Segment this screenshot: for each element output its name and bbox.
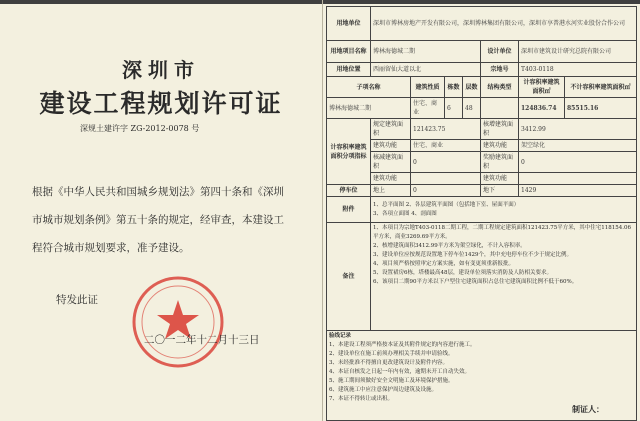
metric-key: 核减建筑面积	[371, 152, 411, 173]
remark-item: 3、建设单位应按规范设置地下停车位1429个，其中充电停车位不少于规定比例。	[373, 252, 572, 258]
col-header-floors: 层数	[463, 77, 481, 98]
condition-item: 4、本证自核发之日起一年内有效，逾期未开工自动失效。	[329, 369, 471, 375]
remark-item: 1、本项目为宗地T403-0118二期工程，二期工程规定建筑面积121423.75平方米，其中住宅118154.06平方米，商业3269.69平方米。	[373, 225, 632, 240]
permit-title: 建设工程规划许可证	[39, 89, 283, 118]
col-header-name: 子项名称	[327, 77, 411, 98]
row-name: 博林海德城二期	[327, 98, 411, 119]
row-floors: 48	[463, 98, 481, 119]
col-header-buildings: 栋数	[445, 77, 463, 98]
col-header-nature: 建筑性质	[411, 77, 445, 98]
attachment-item: 2、各层建筑平面图（包括地下室、屋面平面）	[405, 201, 520, 208]
metric-value: 架空绿化	[519, 140, 637, 152]
metrics-group-label: 计容积率建筑面积分项指标	[327, 119, 371, 185]
right-page	[322, 0, 640, 421]
remark-item: 4、项目须严格按照审定方案实施，如有变更须重新报批。	[373, 261, 515, 267]
metric-key: 规定建筑面积	[371, 119, 411, 140]
city-name: 深圳市	[122, 58, 200, 82]
metric-value	[411, 173, 481, 185]
col-header-structure: 结构类型	[481, 77, 519, 98]
issued-label: 特发此证	[56, 294, 98, 306]
parking-above-label: 地上	[371, 185, 411, 197]
metric-key: 奖励建筑面积	[481, 152, 519, 173]
document-number: 深规土建许字 ZG-2012-0078 号	[80, 124, 200, 133]
attachments-list	[371, 197, 637, 223]
permit-table	[326, 6, 637, 421]
permit-body-text: 根据《中华人民共和国城乡规划法》第四十条和《深圳市城市规划条例》第五十条的规定，经审查，本建设工程符合城市规划要求，准予建设。	[32, 186, 284, 254]
parcel-label: 宗地号	[481, 63, 519, 77]
official-seal-icon	[128, 272, 228, 372]
metric-value: 3412.99	[519, 119, 637, 140]
parcel-value: T403-0118	[519, 63, 637, 77]
attachment-item: 1、总平面图	[373, 201, 404, 208]
conditions-label: 验线记录	[329, 333, 352, 339]
metric-key: 核增建筑面积	[481, 119, 519, 140]
parking-above-value: 0	[411, 185, 481, 197]
row-nature: 住宅、商业	[411, 98, 445, 119]
metric-value: 121423.75	[411, 119, 481, 140]
location-value: 西丽留仙大道以北	[371, 63, 481, 77]
remark-item: 5、设置裙房6栋，塔楼最高48层，建设单位须落实消防及人防相关要求。	[373, 270, 552, 276]
remark-item: 2、核增建筑面积3412.99平方米为架空绿化，不计入容积率。	[373, 243, 526, 249]
condition-item: 3、未经批准不得擅自更改建筑设计及附件内容。	[329, 360, 449, 366]
unit-label: 用地单位	[327, 7, 371, 41]
remarks-label: 备注	[327, 223, 371, 331]
location-label: 用地位置	[327, 63, 371, 77]
metric-key: 建筑功能	[371, 173, 411, 185]
maker-label: 制证人：	[572, 404, 604, 414]
metric-value: 0	[519, 152, 637, 173]
parking-below-label: 地下	[481, 185, 519, 197]
unit-value: 深圳市博林房地产开发有限公司，深圳博林集团有限公司，深圳市享普港水河实业股份合作公司	[371, 7, 637, 41]
condition-item: 6、建筑施工中应注意保护周边建筑及设施。	[329, 387, 438, 393]
condition-item: 1、本建设工程须严格按本证及其附件规定的内容进行施工。	[329, 342, 476, 348]
row-non-far-area: 85515.16	[565, 98, 637, 119]
parking-below-value: 1429	[519, 185, 637, 197]
attachments-label: 附件	[327, 197, 371, 223]
metric-value: 0	[411, 152, 481, 173]
row-buildings: 6	[445, 98, 463, 119]
designer-value: 深圳市建筑设计研究总院有限公司	[519, 41, 637, 63]
remark-item: 6、该项目二期90平方米以下户型住宅建筑面积占总住宅建筑面积比例不低于60%。	[373, 279, 578, 285]
condition-item: 7、本证不得转让或出租。	[329, 396, 394, 402]
condition-item: 2、建设单位在施工前须办理相关手续并申请验线。	[329, 351, 454, 357]
parking-label: 停车位	[327, 185, 371, 197]
metric-key: 建筑功能	[481, 140, 519, 152]
attachment-item: 3、各项立面图	[373, 210, 410, 217]
metric-value	[519, 173, 637, 185]
row-structure	[481, 98, 519, 119]
project-label: 用地项目名称	[327, 41, 371, 63]
metric-key: 建筑功能	[371, 140, 411, 152]
project-value: 博林海德城二期	[371, 41, 481, 63]
designer-label: 设计单位	[481, 41, 519, 63]
col-header-non-far-area: 不计容积率建筑面积㎡	[565, 77, 637, 98]
metric-key: 建筑功能	[481, 173, 519, 185]
condition-item: 5、施工期间须做好安全文明施工及环境保护措施。	[329, 378, 454, 384]
issue-date: 二〇一二年十二月十三日	[144, 334, 260, 346]
metric-value: 住宅、商业	[411, 140, 481, 152]
row-far-area: 124836.74	[519, 98, 565, 119]
remarks-list	[371, 223, 637, 331]
col-header-far-area: 计容积率建筑面积㎡	[519, 77, 565, 98]
attachment-item: 4、剖面图	[411, 210, 437, 217]
